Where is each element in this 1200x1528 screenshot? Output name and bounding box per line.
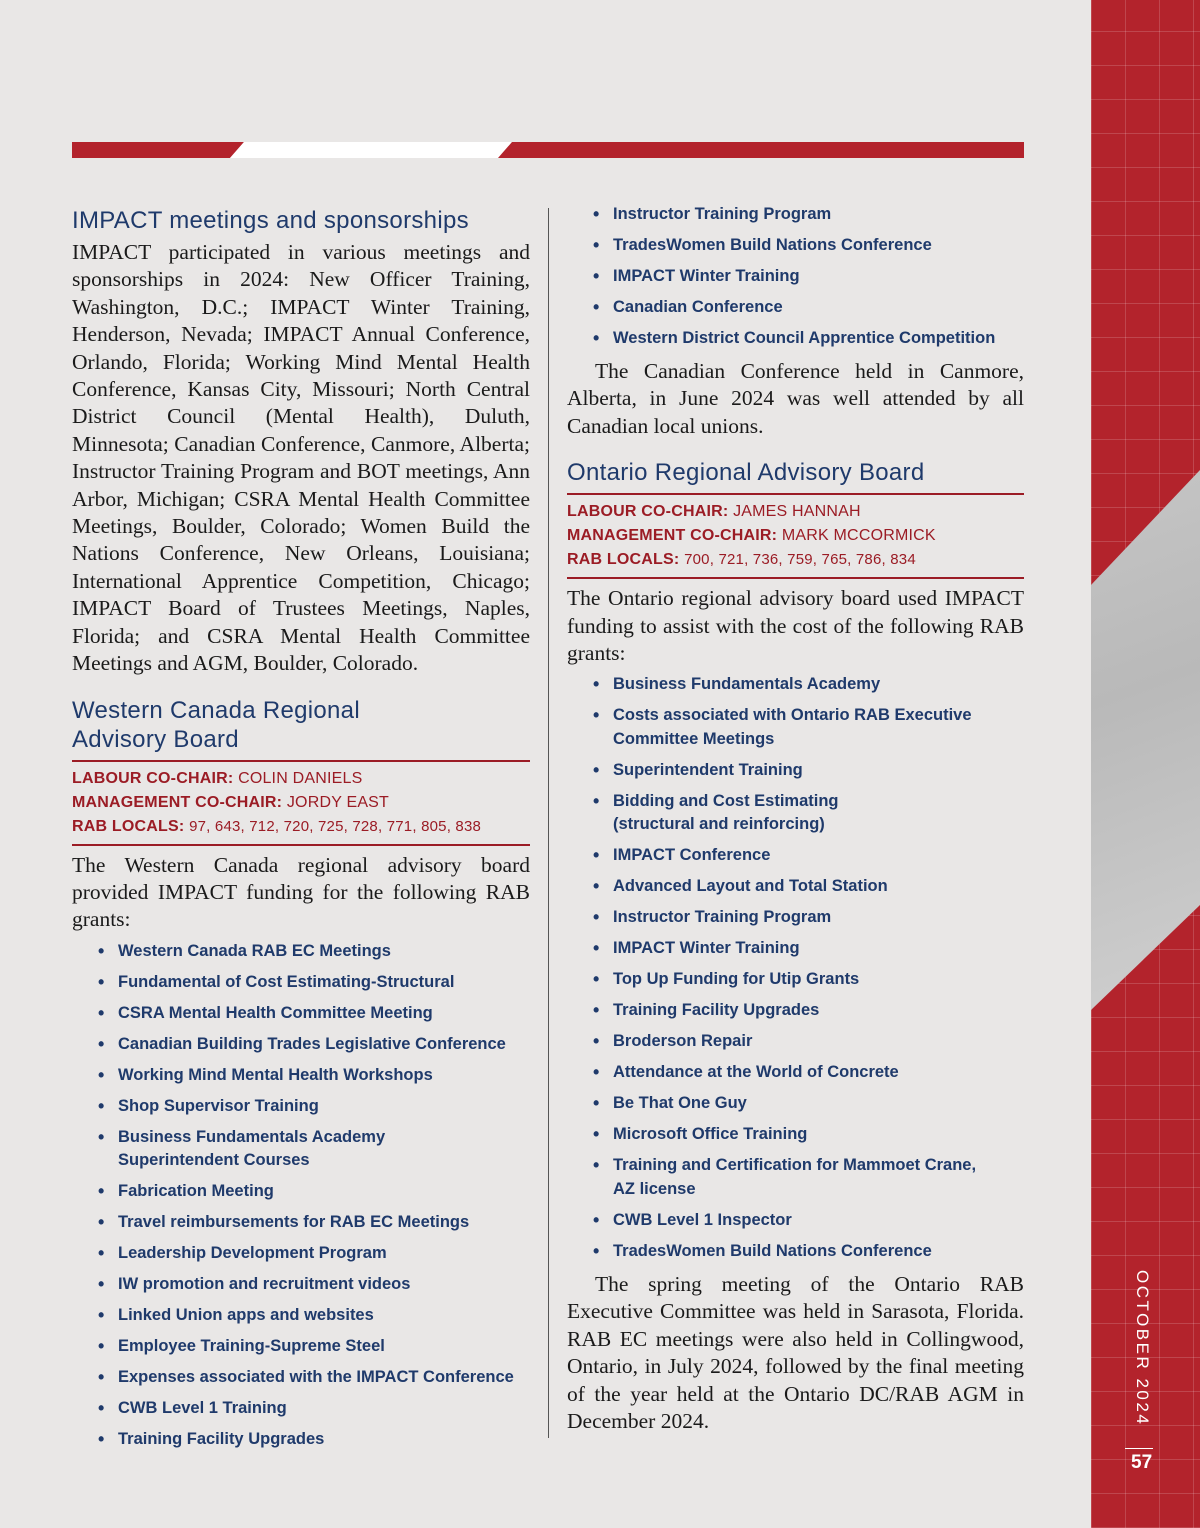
list-item: • Expenses associated with the IMPACT Conference bbox=[98, 1366, 530, 1390]
page-number: 57 bbox=[1131, 1452, 1153, 1473]
list-item: • TradesWomen Build Nations Conference bbox=[593, 1240, 1024, 1264]
column-divider bbox=[548, 208, 549, 1438]
western-heading-line1: Western Canada Regional bbox=[72, 696, 360, 724]
locals-value: 700, 721, 736, 759, 765, 786, 834 bbox=[684, 551, 916, 569]
list-item: • Business Fundamentals Academy Superintendent Courses bbox=[98, 1126, 530, 1173]
labour-value: COLIN DANIELS bbox=[238, 769, 363, 787]
management-value: JORDY EAST bbox=[286, 793, 390, 811]
western-grants-list bbox=[72, 940, 530, 1452]
list-item: • CWB Level 1 Inspector bbox=[593, 1209, 1024, 1233]
list-item: • IMPACT Winter Training bbox=[593, 937, 1024, 961]
western-rab-locals bbox=[72, 815, 530, 839]
list-item: • Western Canada RAB EC Meetings bbox=[98, 940, 530, 964]
list-item: • Microsoft Office Training bbox=[593, 1123, 1024, 1147]
ontario-labour-co-chair bbox=[567, 500, 1024, 524]
list-item: • Shop Supervisor Training bbox=[98, 1095, 530, 1119]
list-item: • IMPACT Conference bbox=[593, 844, 1024, 868]
top-stripe bbox=[72, 142, 1024, 158]
list-item: • TradesWomen Build Nations Conference bbox=[593, 234, 1024, 258]
list-item: • Broderson Repair bbox=[593, 1030, 1024, 1054]
labour-value: JAMES HANNAH bbox=[733, 503, 861, 521]
list-item: • CSRA Mental Health Committee Meeting bbox=[98, 1002, 530, 1026]
list-item: • Employee Training-Supreme Steel bbox=[98, 1335, 530, 1359]
list-item: • Costs associated with Ontario RAB Executive Committee Meetings bbox=[593, 704, 1024, 751]
western-labour-co-chair bbox=[72, 767, 530, 791]
ontario-board-info bbox=[567, 493, 1024, 579]
ontario-grants-list bbox=[567, 673, 1024, 1263]
list-item: • Fabrication Meeting bbox=[98, 1180, 530, 1204]
list-item: • Western District Council Apprentice Competition bbox=[593, 327, 1024, 351]
western-canada-heading bbox=[72, 696, 530, 754]
right-column bbox=[567, 196, 1024, 1435]
list-item: • Training and Certification for Mammoet Crane, AZ license bbox=[593, 1154, 1024, 1201]
management-value: MARK MCCORMICK bbox=[781, 527, 936, 545]
western-board-info bbox=[72, 760, 530, 846]
western-grants-list-continued bbox=[567, 203, 1024, 351]
issue-date: OCTOBER 2024 bbox=[1133, 1270, 1152, 1427]
list-item: • CWB Level 1 Training bbox=[98, 1397, 530, 1421]
list-item: • Be That One Guy bbox=[593, 1092, 1024, 1116]
list-item: • Bidding and Cost Estimating (structural and reinforcing) bbox=[593, 790, 1024, 837]
impact-meetings-heading: IMPACT meetings and sponsorships bbox=[72, 207, 469, 234]
ontario-heading: Ontario Regional Advisory Board bbox=[567, 459, 925, 487]
list-item: • Working Mind Mental Health Workshops bbox=[98, 1064, 530, 1088]
locals-label: RAB LOCALS: bbox=[567, 551, 680, 569]
western-paragraph: The Western Canada regional advisory board provided IMPACT funding for the following RAB grants: bbox=[72, 852, 530, 932]
list-item: • Advanced Layout and Total Station bbox=[593, 875, 1024, 899]
canadian-conference-paragraph: The Canadian Conference held in Canmore, Alberta, in June 2024 was well attended by all Canadian local unions. bbox=[567, 359, 1024, 438]
list-item: • Canadian Building Trades Legislative Conference bbox=[98, 1033, 530, 1057]
labour-label: LABOUR CO-CHAIR: bbox=[567, 503, 729, 521]
management-label: MANAGEMENT CO-CHAIR: bbox=[72, 793, 283, 811]
management-label: MANAGEMENT CO-CHAIR: bbox=[567, 527, 778, 545]
list-item: • Travel reimbursements for RAB EC Meetings bbox=[98, 1211, 530, 1235]
list-item: • Top Up Funding for Utip Grants bbox=[593, 968, 1024, 992]
list-item: • Training Facility Upgrades bbox=[593, 999, 1024, 1023]
list-item: • Training Facility Upgrades bbox=[98, 1428, 530, 1452]
ontario-management-co-chair bbox=[567, 524, 1024, 548]
list-item: • Canadian Conference bbox=[593, 296, 1024, 320]
ontario-paragraph: The Ontario regional advisory board used IMPACT funding to assist with the cost of the following RAB grants: bbox=[567, 586, 1024, 666]
list-item: • Superintendent Training bbox=[593, 759, 1024, 783]
impact-meetings-paragraph: IMPACT participated in various meetings and sponsorships in 2024: New Officer Training, Washington, D.C.; IMPACT Winter Training, Henderson, Nevada; IMPACT Annual Conference, Orlando, Florida; Working Mind Mental Health Conference, Kansas City, Missouri; North Central District Council (Mental Health), Duluth, Minnesota; Canadian Conference, Canmore, Alberta; Instructor Training Program and BOT meetings, Ann Arbor, Michigan; CSRA Mental Health Committee Meetings, Boulder, Colorado; Women Build the Nations Conference, New Orleans, Louisiana; International Apprentice Competition, Chicago; IMPACT Board of Trustees Meetings, Naples, Florida; and CSRA Mental Health Committee Meetings and AGM, Boulder, Colorado. bbox=[72, 240, 530, 676]
list-item: • IW promotion and recruitment videos bbox=[98, 1273, 530, 1297]
locals-label: RAB LOCALS: bbox=[72, 817, 185, 835]
list-item: • Leadership Development Program bbox=[98, 1242, 530, 1266]
list-item: • Fundamental of Cost Estimating-Structural bbox=[98, 971, 530, 995]
labour-label: LABOUR CO-CHAIR: bbox=[72, 769, 234, 787]
spring-meeting-paragraph: The spring meeting of the Ontario RAB Executive Committee was held in Sarasota, Florida. RAB EC meetings were also held in Collingwood, Ontario, in July 2024, followed by the final meeting of the year held at the Ontario DC/RAB AGM in December 2024. bbox=[567, 1271, 1024, 1433]
left-column bbox=[72, 196, 530, 1459]
list-item: • Instructor Training Program bbox=[593, 203, 1024, 227]
western-heading-line2: Advisory Board bbox=[72, 725, 239, 753]
list-item: • Instructor Training Program bbox=[593, 906, 1024, 930]
ontario-rab-locals bbox=[567, 548, 1024, 572]
page-divider bbox=[1125, 1448, 1153, 1449]
list-item: • Attendance at the World of Concrete bbox=[593, 1061, 1024, 1085]
western-management-co-chair bbox=[72, 791, 530, 815]
list-item: • IMPACT Winter Training bbox=[593, 265, 1024, 289]
list-item: • Business Fundamentals Academy bbox=[593, 673, 1024, 697]
locals-value: 97, 643, 712, 720, 725, 728, 771, 805, 838 bbox=[189, 817, 482, 835]
list-item: • Linked Union apps and websites bbox=[98, 1304, 530, 1328]
